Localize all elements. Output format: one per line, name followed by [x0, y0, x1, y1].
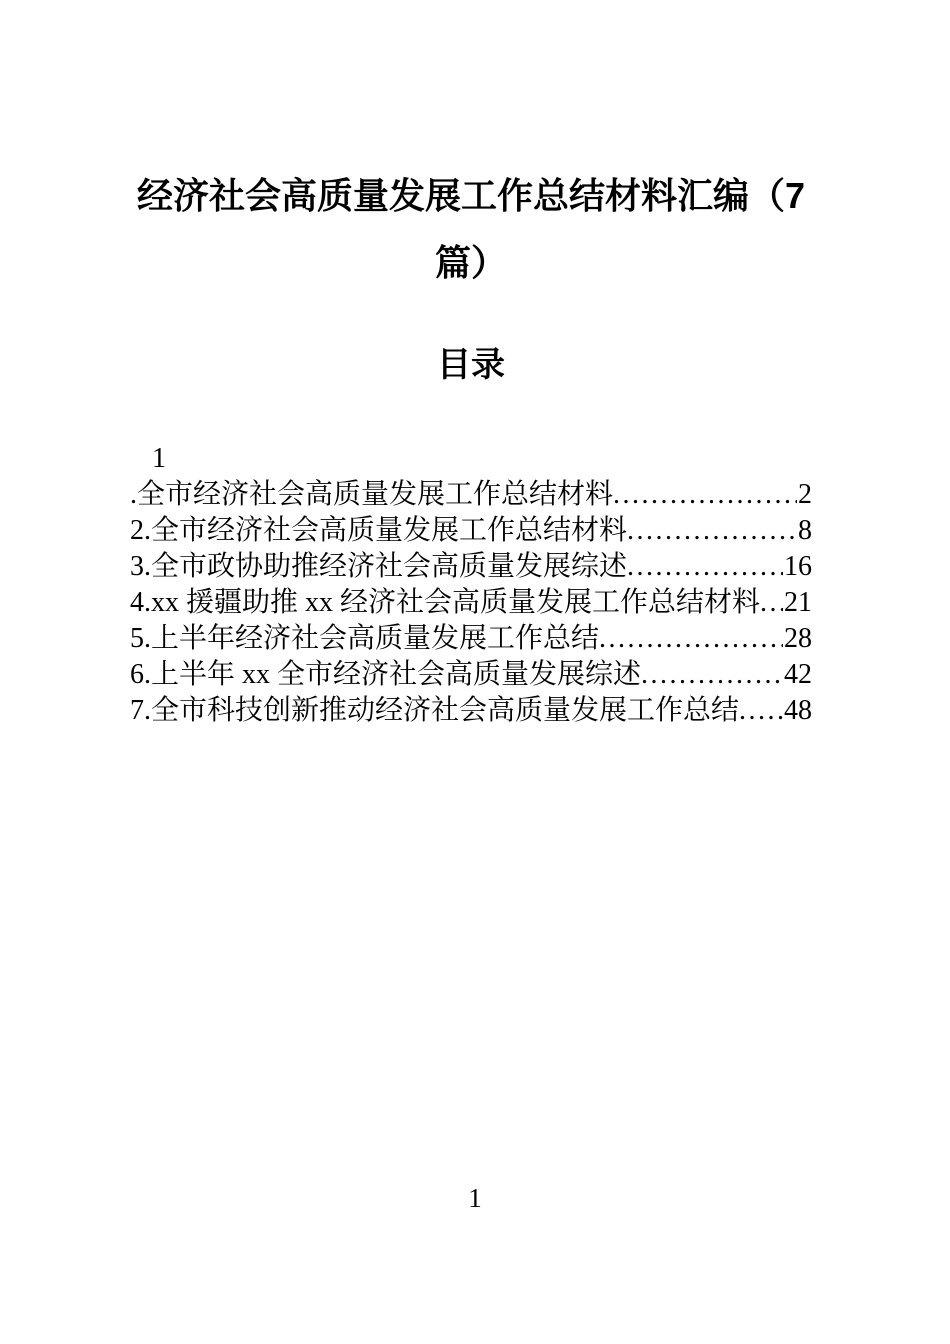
toc-page-number: 8 [798, 515, 812, 546]
toc-entry[interactable] [130, 513, 812, 549]
toc-list [130, 441, 812, 729]
toc-page-number: 42 [784, 659, 812, 690]
toc-page-number: 48 [784, 695, 812, 726]
toc-page-number: 2 [798, 479, 812, 510]
toc-leader-dots [599, 621, 783, 657]
toc-entry[interactable] [130, 693, 812, 729]
toc-orphan-number: 1 [152, 443, 166, 474]
toc-entry-label: 4.xx 援疆助推 xx 经济社会高质量发展工作总结材料 [130, 587, 761, 618]
toc-leader-dots [613, 477, 797, 513]
toc-page-number: 28 [784, 623, 812, 654]
toc-entry-label: 2.全市经济社会高质量发展工作总结材料 [130, 515, 628, 546]
toc-entry[interactable] [130, 657, 812, 693]
toc-entry-label: 5.上半年经济社会高质量发展工作总结 [130, 623, 600, 654]
toc-entry[interactable] [130, 477, 812, 513]
toc-entry[interactable] [130, 621, 812, 657]
toc-entry-label: 6.上半年 xx 全市经济社会高质量发展综述 [130, 659, 642, 690]
toc-entry-label: .全市经济社会高质量发展工作总结材料 [130, 479, 614, 510]
toc-leader-dots [760, 585, 783, 621]
toc-leader-dots [641, 657, 783, 693]
toc-entry[interactable] [130, 585, 812, 621]
toc-leader-dots [627, 513, 797, 549]
document-content [130, 162, 812, 729]
toc-page-number: 16 [784, 551, 812, 582]
toc-entry-label: 7.全市科技创新推动经济社会高质量发展工作总结 [130, 695, 740, 726]
toc-heading: 目录 [437, 346, 505, 384]
page-title: 经济社会高质量发展工作总结材料汇编（7篇） [136, 175, 806, 283]
toc-page-number: 21 [784, 587, 812, 618]
footer-page-number: 1 [468, 1183, 482, 1213]
toc-leader-dots [627, 549, 783, 585]
toc-entry-label: 3.全市政协助推经济社会高质量发展综述 [130, 551, 628, 582]
toc-entry[interactable] [130, 549, 812, 585]
toc-leader-dots [739, 693, 783, 729]
